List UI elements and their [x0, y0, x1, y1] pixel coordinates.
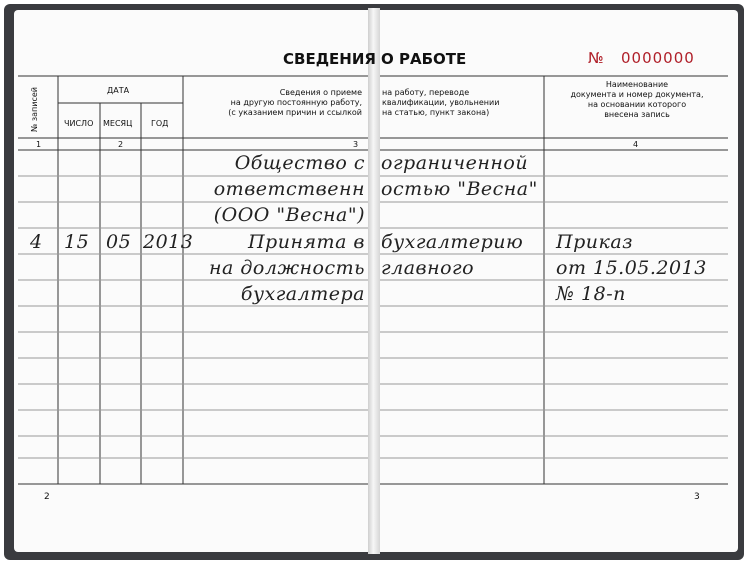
col3-header-right: на работу, переводе квалификации, увольнении на статью, пункт закона) [382, 88, 500, 117]
year-header: ГОД [151, 119, 169, 128]
document-line1: Приказ [556, 231, 634, 253]
page-number-left: 2 [44, 492, 50, 502]
date-header: ДАТА [107, 86, 130, 95]
number-sign: № [588, 49, 604, 67]
column-number-1: 1 [36, 140, 42, 149]
record-number: 4 [30, 231, 43, 253]
page-title-left: СВЕДЕНИЯ [283, 50, 376, 68]
column-number-4: 4 [633, 140, 639, 149]
record-text-line1-right: бухгалтерию [381, 231, 524, 253]
record-text-line3-left: бухгалтера [240, 283, 365, 305]
document-line3: № 18-п [556, 283, 626, 305]
book-number: 0000000 [621, 49, 695, 67]
page-title-right: О РАБОТЕ [381, 50, 467, 68]
record-text-line1-left: Принята в [247, 231, 365, 253]
record-number-header: № записей [30, 87, 39, 132]
page-number-right: 3 [694, 492, 700, 502]
org-name-line1-right: ограниченной [381, 152, 529, 174]
month-header: МЕСЯЦ [103, 119, 133, 128]
org-name-line2-left: ответственн [213, 178, 365, 200]
record-day: 15 [64, 231, 90, 253]
day-header: ЧИСЛО [64, 119, 94, 128]
col3-header-left: Сведения о приеме на другую постоянную работу, (с указанием причин и ссылкой [228, 88, 362, 117]
column-number-2: 2 [118, 140, 124, 149]
org-name-line2-right: остью "Весна" [381, 178, 538, 200]
record-text-line2-right: главного [381, 257, 475, 279]
column-number-3: 3 [353, 140, 359, 149]
org-name-line3-left: (ООО "Весна") [213, 204, 365, 226]
record-month: 05 [106, 231, 132, 253]
col4-header: Наименование документа и номер документа, на основании которого внесена запись [570, 80, 704, 119]
record-year: 2013 [143, 231, 194, 253]
record-text-line2-left: на должность [208, 257, 365, 279]
org-name-line1-left: Общество с [234, 152, 365, 174]
document-line2: от 15.05.2013 [556, 257, 707, 279]
